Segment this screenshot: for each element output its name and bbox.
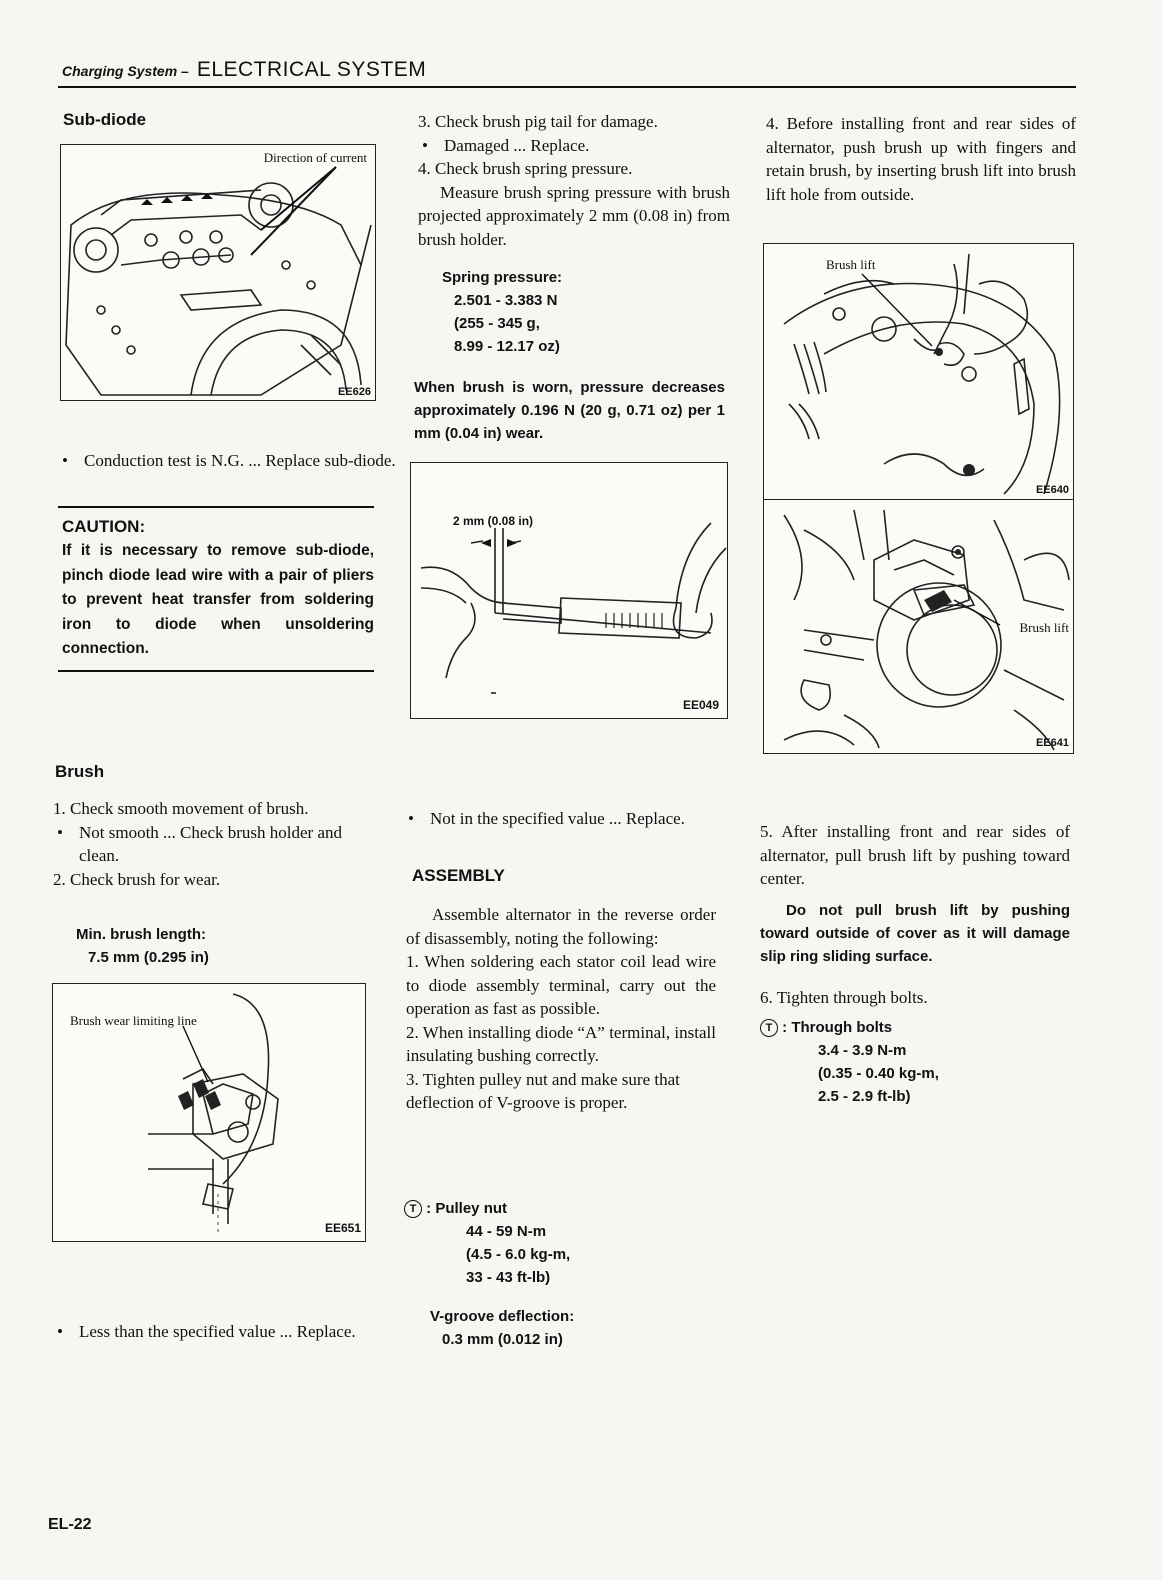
- vgroove-label: V-groove deflection:: [430, 1308, 575, 1325]
- figure-ee651-caption: Brush wear limiting line: [70, 1013, 197, 1028]
- header-rule: [58, 86, 1076, 88]
- figure-ee640-code: EE640: [1035, 484, 1069, 496]
- page-number: EL-22: [48, 1516, 92, 1533]
- through-value-2: (0.35 - 0.40 kg-m,: [818, 1065, 939, 1082]
- header-section: Charging System –: [62, 63, 189, 79]
- check-step-4: 4. Check brush spring pressure.: [418, 159, 633, 178]
- assembly-step-1: 1. When soldering each stator coil lead wire to diode assembly terminal, carry out the operation as fast as possible.: [406, 952, 716, 1018]
- pulley-nut-spec: [404, 1197, 570, 1289]
- caution-title: CAUTION:: [62, 517, 146, 536]
- torque-icon: T: [404, 1200, 422, 1218]
- col2-checks: [418, 110, 730, 251]
- brush-not-smooth: • Not smooth ... Check brush holder and clean.: [53, 821, 363, 868]
- figure-ee049: [410, 462, 728, 719]
- brush-lift-front-illustration: [764, 244, 1073, 500]
- figure-ee640-caption: Brush lift: [826, 257, 876, 272]
- measure-text: Measure brush spring pressure with brush projected approximately 2 mm (0.08 in) from brush holder.: [418, 182, 730, 249]
- spring-pressure-illustration: [411, 463, 727, 718]
- worn-note: When brush is worn, pressure decreases approximately 0.196 N (20 g, 0.71 oz) per 1 mm (0.04 in) wear.: [414, 379, 725, 442]
- figure-ee049-code: EE049: [682, 698, 719, 712]
- torque-icon: T: [760, 1019, 778, 1037]
- figure-ee049-caption: 2 mm (0.08 in): [453, 514, 534, 528]
- vgroove-value: 0.3 mm (0.012 in): [442, 1331, 563, 1348]
- min-brush-length: [76, 923, 209, 969]
- assembly-intro: Assemble alternator in the reverse order of disassembly, noting the following:: [406, 905, 716, 948]
- assembly-step-3: 3. Tighten pulley nut and make sure that deflection of V-groove is proper.: [406, 1069, 680, 1112]
- caution-text: If it is necessary to remove sub-diode, pinch diode lead wire with a pair of pliers to prevent heat transfer from soldering iron to diode when unsoldering connection.: [62, 542, 374, 657]
- figure-ee651-code: EE651: [324, 1221, 361, 1235]
- header-title: ELECTRICAL SYSTEM: [196, 58, 427, 81]
- figure-ee626-code: EE626: [337, 386, 371, 398]
- figure-ee626-caption: Direction of current: [263, 150, 367, 165]
- figure-ee651: [52, 983, 366, 1242]
- damaged-bullet: • Damaged ... Replace.: [418, 134, 730, 158]
- brush-step-1: 1. Check smooth movement of brush.: [53, 799, 309, 818]
- spring-value-3: 8.99 - 12.17 oz): [454, 338, 560, 355]
- figure-ee640: [763, 243, 1074, 501]
- conduction-bullet: • Conduction test is N.G. ... Replace sub-diode.: [58, 449, 398, 473]
- through-value-1: 3.4 - 3.9 N-m: [818, 1042, 907, 1059]
- figure-ee626: [60, 144, 376, 401]
- pulley-value-1: 44 - 59 N-m: [466, 1223, 547, 1240]
- pulley-value-3: 33 - 43 ft-lb): [466, 1269, 551, 1286]
- brush-steps: [53, 797, 363, 891]
- figure-ee641: [763, 499, 1074, 754]
- caution-rule-top: [58, 506, 374, 508]
- vgroove-spec: [430, 1305, 574, 1351]
- spring-value-2: (255 - 345 g,: [454, 315, 540, 332]
- col3-step-6: 6. Tighten through bolts.: [760, 988, 928, 1007]
- assembly-section: [406, 903, 716, 1115]
- pulley-label: : Pulley nut: [426, 1200, 508, 1217]
- col3-step-5: 5. After installing front and rear sides of alternator, pull brush lift by pushing toward center.: [760, 822, 1070, 888]
- caution-box: [62, 515, 374, 662]
- through-label: : Through bolts: [782, 1019, 893, 1036]
- spring-pressure: [442, 266, 562, 358]
- pulley-value-2: (4.5 - 6.0 kg-m,: [466, 1246, 571, 1263]
- through-value-3: 2.5 - 2.9 ft-lb): [818, 1088, 911, 1105]
- check-step-3: 3. Check brush pig tail for damage.: [418, 112, 658, 131]
- min-brush-label: Min. brush length:: [76, 926, 206, 943]
- sub-diode-illustration: [61, 145, 375, 400]
- col3-step5-warning: Do not pull brush lift by pushing toward outside of cover as it will damage slip ring sliding surface.: [760, 902, 1070, 965]
- page-header: [62, 58, 1074, 88]
- figure-ee641-caption: Brush lift: [1019, 620, 1069, 635]
- less-than-bullet: • Less than the specified value ... Replace.: [53, 1320, 389, 1344]
- col3-step-4: 4. Before installing front and rear sides of alternator, push brush up with fingers and retain brush, by inserting brush lift into brush lift hole from outside.: [766, 114, 1076, 204]
- brush-heading: Brush: [55, 762, 105, 781]
- through-bolts-spec: [760, 1016, 939, 1108]
- brush-step-2: 2. Check brush for wear.: [53, 869, 221, 889]
- caution-rule-bottom: [58, 670, 374, 672]
- min-brush-value: 7.5 mm (0.295 in): [88, 949, 209, 966]
- not-in-spec-bullet: • Not in the specified value ... Replace.: [404, 807, 748, 831]
- spring-label: Spring pressure:: [442, 269, 563, 286]
- spring-value-1: 2.501 - 3.383 N: [454, 292, 558, 309]
- figure-ee641-code: EE641: [1035, 737, 1069, 749]
- subdiode-heading: Sub-diode: [63, 110, 147, 129]
- assembly-step-2: 2. When installing diode “A” terminal, install insulating bushing correctly.: [406, 1022, 716, 1065]
- assembly-heading: ASSEMBLY: [412, 866, 505, 885]
